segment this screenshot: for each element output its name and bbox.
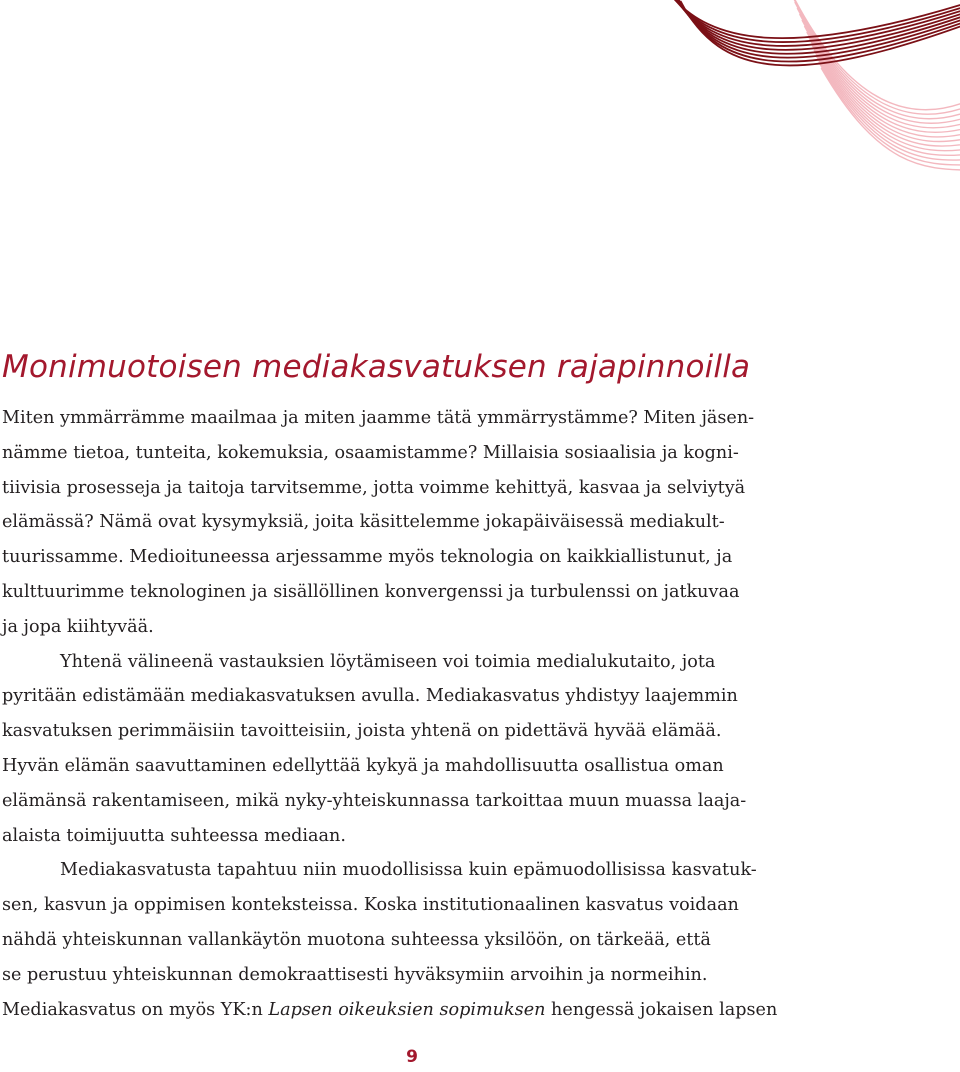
paragraph-line: tuurissamme. Medioituneessa arjessamme myös teknologia on kaikkiallistunut, ja: [2, 547, 733, 568]
paragraph-line-last: [2, 993, 960, 1028]
paragraph-line: se perustuu yhteiskunnan demokraattisesti hyväksymiin arvoihin ja normeihin.: [2, 964, 708, 985]
paragraph-line: kulttuurimme teknologinen ja sisällöllinen konvergenssi ja turbulenssi on jatkuvaa: [2, 581, 740, 602]
paragraph-line: elämänsä rakentamiseen, mikä nyky-yhteiskunnassa tarkoittaa muun muassa laaja-: [2, 790, 747, 811]
paragraph-line: alaista toimijuutta suhteessa mediaan.: [2, 825, 346, 846]
wave-stroke: [807, 32, 960, 142]
paragraph-line: Miten ymmärrämme maailmaa ja miten jaamme tätä ymmärrystämme? Miten jäsen-: [2, 408, 755, 428]
paragraph-line: Mediakasvatusta tapahtuu niin muodollisissa kuin epämuodollisissa kasvatuk-: [60, 860, 757, 881]
text-run: hengessä jokaisen lapsen: [545, 999, 778, 1020]
paragraph-line: nämme tietoa, tunteita, kokemuksia, osaamistamme? Millaisia sosiaalisia ja kogni-: [2, 442, 739, 463]
decorative-waves-graphic: [640, 0, 960, 200]
paragraph-line: kasvatuksen perimmäisiin tavoitteisiin, joista yhtenä on pidettävä hyvää elämää.: [2, 721, 722, 742]
paragraph-line: Yhtenä välineenä vastauksien löytämiseen voi toimia medialukutaito, jota: [60, 651, 716, 672]
paragraph-line: ja jopa kiihtyvää.: [2, 616, 154, 637]
paragraph-line: elämässä? Nämä ovat kysymyksiä, joita käsittelemme jokapäiväisessä mediakult-: [2, 512, 725, 533]
paragraph-line: tiivisia prosesseja ja taitoja tarvitsemme, jotta voimme kehittyä, kasvaa ja selviytyä: [2, 477, 746, 498]
paragraph-line: pyritään edistämään mediakasvatuksen avulla. Mediakasvatus yhdistyy laajemmin: [2, 686, 738, 707]
body-text: [2, 401, 960, 1027]
paragraph-line: sen, kasvun ja oppimisen konteksteissa. Koska institutionaalinen kasvatus voidaan: [2, 895, 739, 916]
paragraph-line: Hyvän elämän saavuttaminen edellyttää kykyä ja mahdollisuutta osallistua oman: [2, 755, 724, 776]
page-number: 9: [406, 1047, 418, 1067]
paragraph-line: nähdä yhteiskunnan vallankäytön muotona suhteessa yksilöön, on tärkeää, että: [2, 929, 711, 950]
page-heading: Monimuotoisen mediakasvatuksen rajapinnoilla: [2, 349, 751, 385]
text-run: Mediakasvatus on myös YK:n: [2, 999, 269, 1020]
italic-title: Lapsen oikeuksien sopimuksen: [268, 999, 546, 1020]
